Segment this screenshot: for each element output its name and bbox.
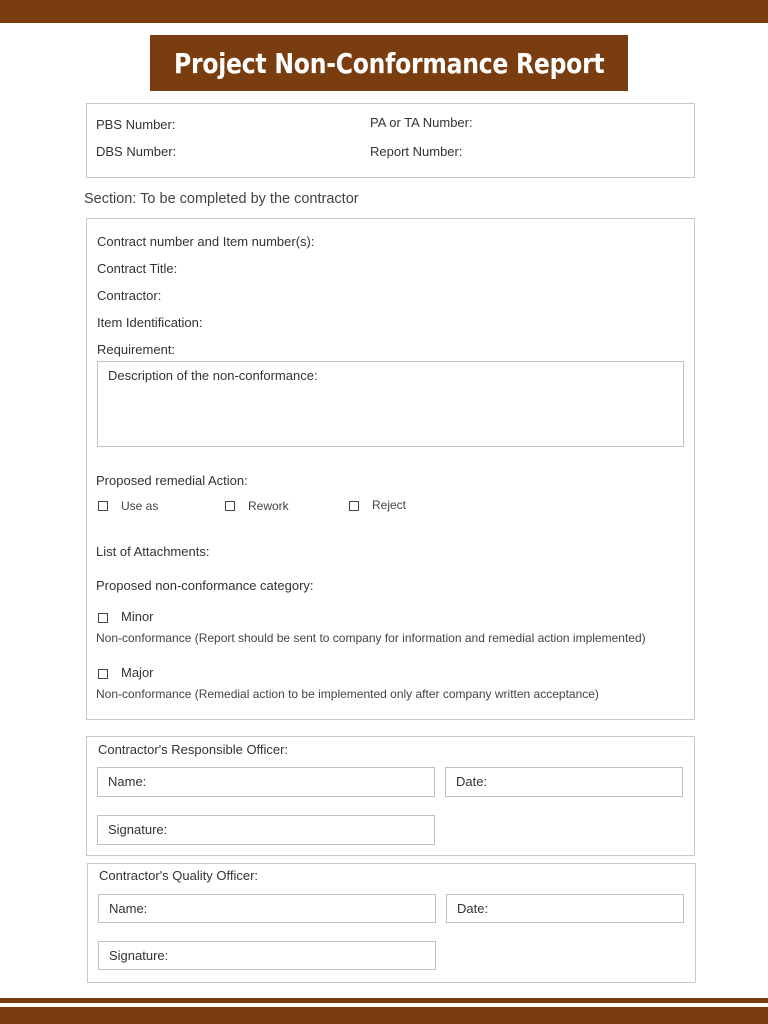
contractor-label: Contractor: — [97, 288, 162, 303]
quality-officer-box — [87, 863, 696, 983]
responsible-officer-signature-field[interactable] — [97, 815, 435, 845]
bottom-border-thin-bar — [0, 998, 768, 1003]
quality-officer-signature-field[interactable] — [98, 941, 436, 970]
contract-number-label: Contract number and Item number(s): — [97, 234, 315, 249]
description-textarea[interactable] — [97, 361, 684, 447]
signature-label: Signature: — [108, 822, 168, 837]
name-label: Name: — [108, 774, 147, 789]
signature-label: Signature: — [109, 948, 169, 963]
contractor-section-box — [86, 218, 695, 720]
rework-checkbox[interactable] — [225, 501, 235, 511]
date-label: Date: — [456, 774, 488, 789]
pa-ta-number-label: PA or TA Number: — [370, 115, 473, 130]
use-as-label: Use as — [121, 499, 159, 513]
requirement-label: Requirement: — [97, 342, 176, 357]
remedial-action-label: Proposed remedial Action: — [96, 473, 248, 488]
quality-officer-name-field[interactable] — [98, 894, 436, 923]
use-as-checkbox[interactable] — [98, 501, 108, 511]
quality-officer-date-field[interactable] — [446, 894, 684, 923]
date-label: Date: — [457, 901, 489, 916]
bottom-border-bar — [0, 1007, 768, 1024]
responsible-officer-box — [86, 736, 695, 856]
name-label: Name: — [109, 901, 148, 916]
item-identification-label: Item Identification: — [97, 315, 203, 330]
responsible-officer-date-field[interactable] — [445, 767, 683, 797]
attachments-label: List of Attachments: — [96, 544, 210, 559]
contractor-section-heading: Section: To be completed by the contractor — [84, 191, 359, 207]
report-number-label: Report Number: — [370, 144, 463, 159]
dbs-number-label: DBS Number: — [96, 144, 177, 159]
pbs-number-label: PBS Number: — [96, 117, 176, 132]
responsible-officer-heading: Contractor's Responsible Officer: — [98, 742, 289, 757]
responsible-officer-name-field[interactable] — [97, 767, 435, 797]
minor-label: Minor — [121, 609, 154, 624]
major-label: Major — [121, 665, 154, 680]
contract-title-label: Contract Title: — [97, 261, 178, 276]
description-label: Description of the non-conformance: — [108, 368, 318, 383]
reject-checkbox[interactable] — [349, 501, 359, 511]
major-description: Non-conformance (Remedial action to be implemented only after company written acceptance) — [96, 687, 599, 701]
top-border-bar — [0, 0, 768, 23]
rework-label: Rework — [248, 499, 289, 513]
minor-description: Non-conformance (Report should be sent to company for information and remedial action implemented) — [96, 631, 646, 645]
report-title-banner — [150, 35, 628, 91]
category-label: Proposed non-conformance category: — [96, 578, 314, 593]
minor-checkbox[interactable] — [98, 613, 108, 623]
report-identifiers-box — [86, 103, 695, 178]
major-checkbox[interactable] — [98, 669, 108, 679]
quality-officer-heading: Contractor's Quality Officer: — [99, 868, 259, 883]
page-title: Project Non-Conformance Report — [173, 46, 605, 80]
reject-label: Reject — [372, 498, 407, 512]
